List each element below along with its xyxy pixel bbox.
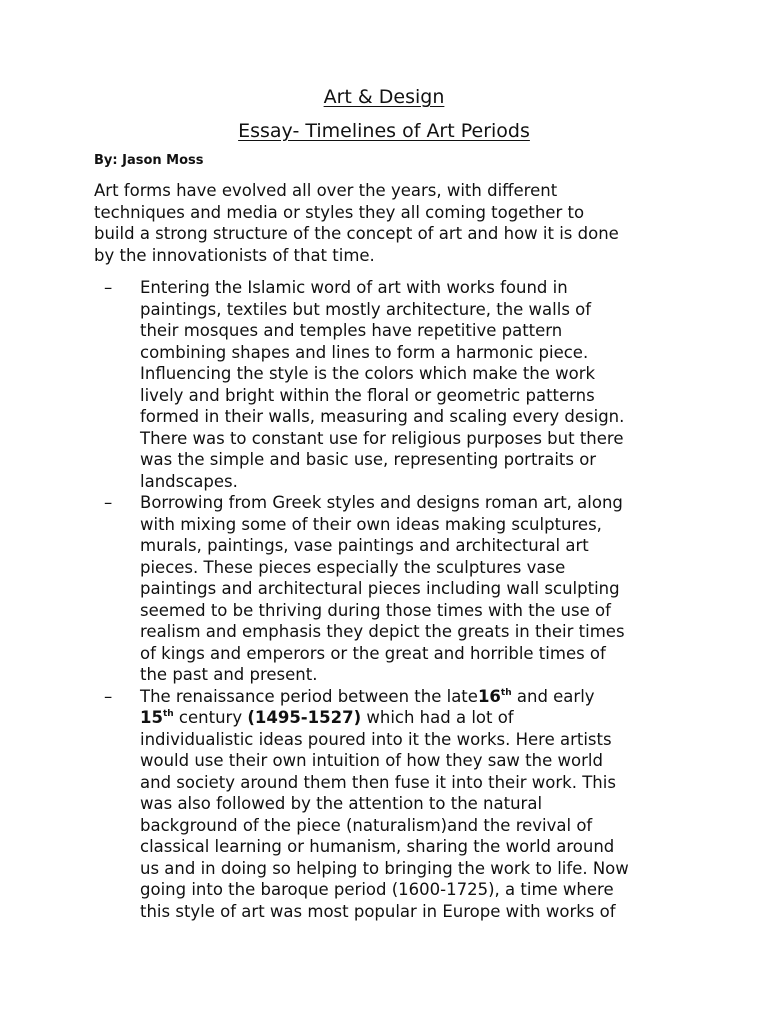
- item-line: us and in doing so helping to bringing the work to life. Now: [140, 858, 629, 878]
- item-line: Entering the Islamic word of art with works found in: [140, 278, 568, 297]
- list-item-roman-art: [94, 492, 734, 686]
- bullet-dash: –: [104, 493, 113, 512]
- item-line: background of the piece (naturalism)and the revival of: [140, 815, 593, 835]
- item-line: this style of art was most popular in Europe with works of: [140, 901, 616, 921]
- item-line: their mosques and temples have repetitive pattern: [140, 321, 563, 340]
- item-line: seemed to be thriving during those times with the use of: [140, 600, 611, 620]
- bullet-dash: –: [104, 278, 113, 297]
- ordinal-suffix: th: [500, 687, 512, 698]
- document-title: Art & Design: [323, 86, 445, 108]
- item-line: combining shapes and lines to form a harmonic piece.: [140, 342, 589, 362]
- item-line: murals, paintings, vase paintings and architectural art: [140, 536, 589, 555]
- item-line: Influencing the style is the colors which make the work: [140, 364, 596, 383]
- item-line: the past and present.: [140, 665, 318, 684]
- ordinal-suffix: th: [162, 709, 174, 719]
- item-line: realism and emphasis they depict the greats in their times: [140, 622, 625, 641]
- item-line: landscapes.: [140, 471, 238, 491]
- line-text: century: [173, 708, 248, 727]
- item-line: was the simple and basic use, representing portraits or: [140, 450, 597, 469]
- essay-list: [94, 277, 734, 922]
- item-line: Borrowing from Greek styles and designs roman art, along: [140, 493, 623, 512]
- item-line: of kings and emperors or the great and horrible times of: [140, 643, 606, 663]
- item-line: and society around them then fuse it into their work. This: [140, 772, 616, 792]
- item-line: going into the baroque period (1600-1725), a time where: [140, 880, 614, 899]
- line-text: and early: [511, 686, 595, 706]
- bullet-dash: –: [104, 686, 113, 706]
- item-line: There was to constant use for religious purposes but there: [140, 428, 624, 448]
- item-line: with mixing some of their own ideas making sculptures,: [140, 514, 602, 534]
- intro-line: by the innovationists of that time.: [94, 245, 375, 265]
- intro-line: Art forms have evolved all over the years, with different: [94, 181, 558, 200]
- item-line-mixed: [140, 686, 734, 708]
- item-line: was also followed by the attention to the natural: [140, 794, 543, 813]
- item-line: formed in their walls, measuring and scaling every design.: [140, 407, 625, 426]
- line-text: which had a lot of: [361, 708, 514, 727]
- item-line: paintings, textiles but mostly architecture, the walls of: [140, 299, 592, 319]
- intro-paragraph: [94, 180, 734, 266]
- item-line: lively and bright within the floral or geometric patterns: [140, 385, 595, 405]
- document-subtitle: Essay- Timelines of Art Periods: [238, 120, 530, 142]
- line-text: The renaissance period between the late: [140, 686, 478, 706]
- list-item-islamic-art: [94, 277, 734, 492]
- list-item-renaissance: [94, 686, 734, 923]
- item-line-mixed: [140, 707, 734, 729]
- item-line: pieces. These pieces especially the sculptures vase: [140, 557, 566, 577]
- item-line: paintings and architectural pieces including wall sculpting: [140, 579, 620, 598]
- item-line: individualistic ideas poured into it the works. Here artists: [140, 729, 612, 749]
- author-line: By: Jason Moss: [94, 153, 204, 168]
- intro-line: techniques and media or styles they all coming together to: [94, 202, 585, 222]
- item-line: would use their own intuition of how they saw the world: [140, 751, 603, 770]
- century-number: 16: [477, 686, 501, 706]
- intro-line: build a strong structure of the concept of art and how it is done: [94, 224, 619, 243]
- date-range: (1495-1527): [247, 708, 362, 727]
- item-line: classical learning or humanism, sharing the world around: [140, 837, 615, 856]
- century-number: 15: [140, 708, 163, 727]
